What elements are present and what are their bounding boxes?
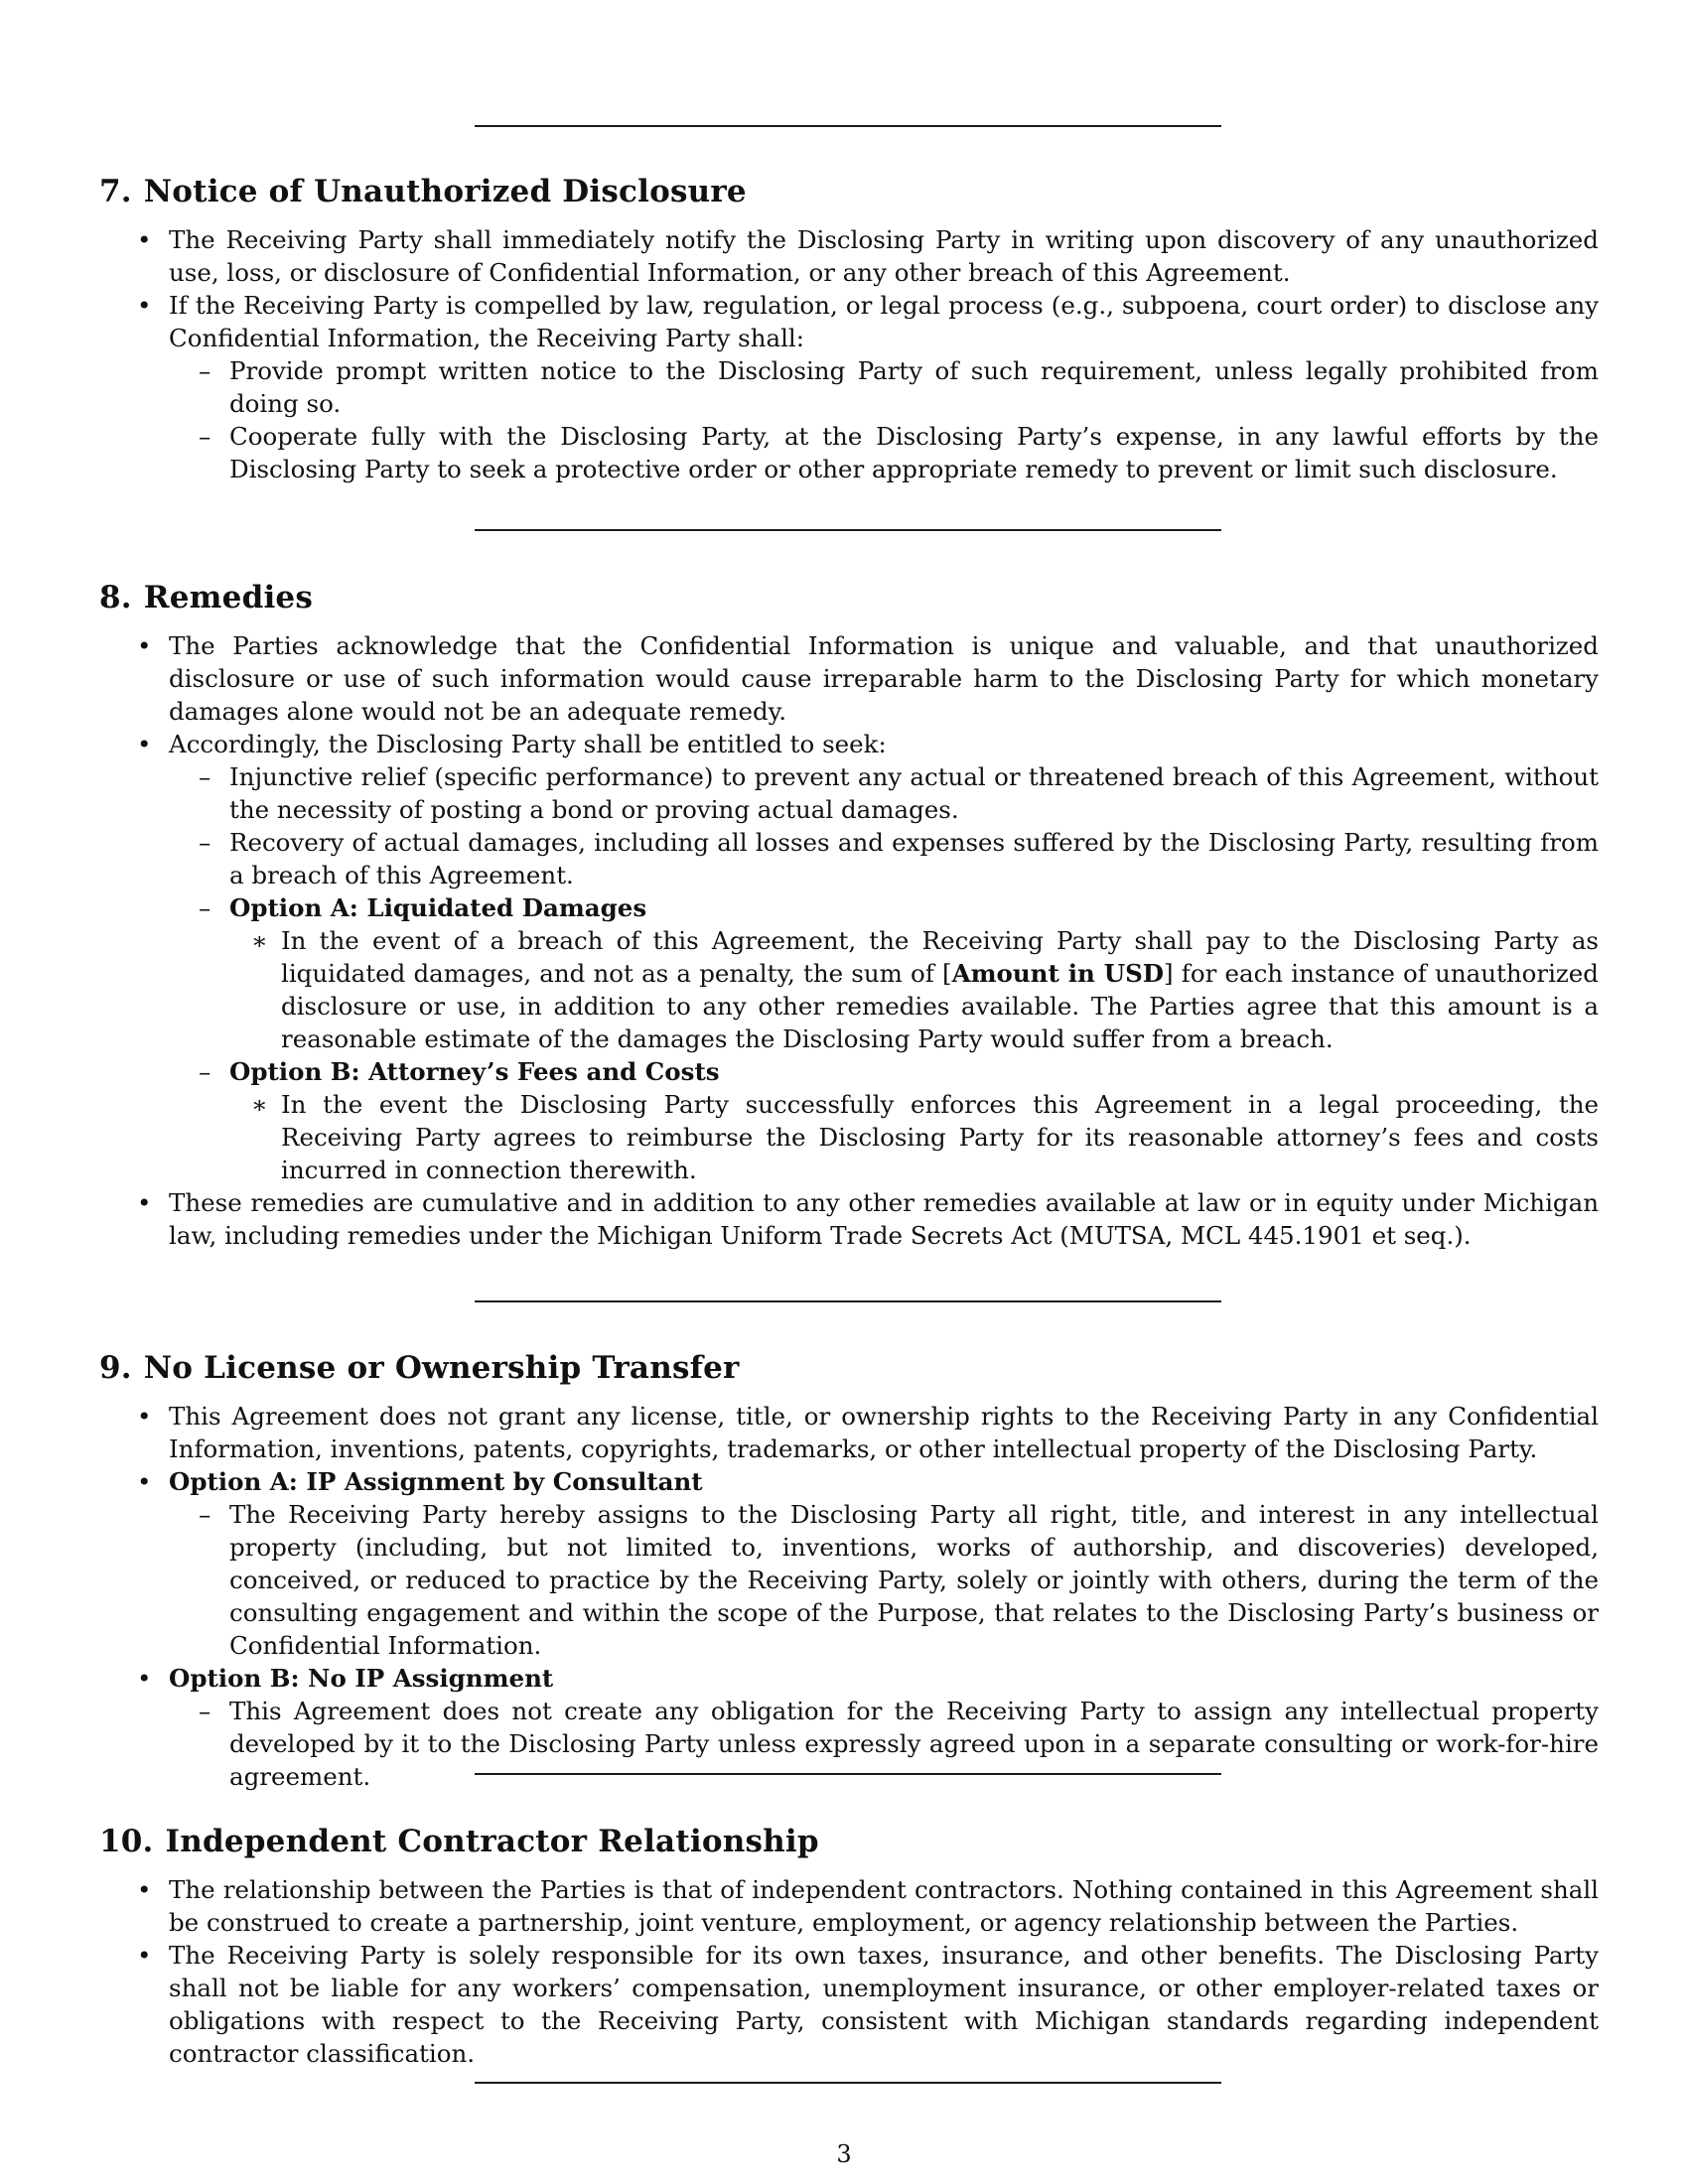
list-item-text: This Agreement does not grant any license, title, or ownership rights to the Receiving Party in any Confidential Information, inventions, patents, copyrights, trademarks, or other intellectual property of the Disclosing Party. bbox=[169, 1402, 1599, 1463]
list-item-text: The relationship between the Parties is that of independent contractors. Nothing contained in this Agreement shall be construed to create a partnership, joint venture, employment, or agency relationship between the Parties. bbox=[169, 1875, 1599, 1937]
sub-sub-list-item bbox=[229, 1088, 1599, 1186]
section-8 bbox=[99, 578, 1599, 1252]
section-number: 8. bbox=[99, 580, 132, 615]
section-title: Notice of Unauthorized Disclosure bbox=[143, 174, 747, 209]
sub-list bbox=[169, 1695, 1599, 1793]
list-item bbox=[99, 1873, 1599, 1939]
sub-list-item-option-b bbox=[169, 1055, 1599, 1186]
list-item-text: The Receiving Party is solely responsible for its own taxes, insurance, and other benefits. The Disclosing Party shall not be liable for any workers’ compensation, unemployment insurance, or other employer-related taxes or obligations with respect to the Receiving Party, consistent with Michigan standards regarding independent contractor classification. bbox=[169, 1941, 1599, 2068]
sub-list-item bbox=[169, 760, 1599, 826]
option-label: Option A: IP Assignment by Consultant bbox=[169, 1467, 703, 1496]
clause-text: ] for each instance of unauthorized disclosure or use, in addition to any other remedies available. The Parties agree that this amount is a reasonable estimate of the damages the Disclosing Party would suffer from a breach. bbox=[281, 959, 1599, 1053]
sub-list-item-text: The Receiving Party hereby assigns to the Disclosing Party all right, title, and interest in any intellectual property (including, but not limited to, inventions, works of authorship, and discoveries) developed, conceived, or reduced to practice by the Receiving Party, solely or jointly with others, during the term of the consulting engagement and within the scope of the Purpose, that relates to the Disclosing Party’s business or Confidential Information. bbox=[229, 1500, 1599, 1660]
section-divider bbox=[475, 1773, 1221, 1775]
sub-list bbox=[169, 760, 1599, 1186]
list-item bbox=[99, 1186, 1599, 1252]
sub-list-item bbox=[169, 1695, 1599, 1793]
bullet-list bbox=[99, 223, 1599, 485]
sub-list-item-text: Cooperate fully with the Disclosing Party, at the Disclosing Party’s expense, in any lawful efforts by the Disclosing Party to seek a protective order or other appropriate remedy to prevent or limit such disclosure. bbox=[229, 422, 1599, 483]
sub-list-item-text: This Agreement does not create any obligation for the Receiving Party to assign any intellectual property developed by it to the Disclosing Party unless expressly agreed upon in a separate consulting or work-for-hire agreement. bbox=[229, 1697, 1599, 1791]
sub-list-item bbox=[169, 420, 1599, 485]
option-label: Option B: No IP Assignment bbox=[169, 1664, 554, 1693]
section-heading bbox=[99, 578, 1599, 617]
list-item bbox=[99, 728, 1599, 1186]
section-title: Independent Contractor Relationship bbox=[165, 1824, 819, 1859]
section-number: 9. bbox=[99, 1350, 132, 1386]
section-divider bbox=[475, 2082, 1221, 2084]
section-divider bbox=[475, 529, 1221, 531]
list-item-text: If the Receiving Party is compelled by law, regulation, or legal process (e.g., subpoena, court order) to disclose any Confidential Information, the Receiving Party shall: bbox=[169, 291, 1599, 352]
section-7 bbox=[99, 172, 1599, 485]
sub-list bbox=[169, 1498, 1599, 1662]
list-item-text: The Receiving Party shall immediately notify the Disclosing Party in writing upon discovery of any unauthorized use, loss, or disclosure of Confidential Information, or any other breach of this Agreement. bbox=[169, 225, 1599, 287]
list-item-text: Accordingly, the Disclosing Party shall be entitled to seek: bbox=[169, 730, 887, 758]
section-9 bbox=[99, 1348, 1599, 1793]
section-divider bbox=[475, 125, 1221, 127]
section-heading bbox=[99, 1348, 1599, 1388]
list-item bbox=[99, 1400, 1599, 1465]
sub-list-item bbox=[169, 354, 1599, 420]
list-item-option-a bbox=[99, 1465, 1599, 1662]
sub-list-item bbox=[169, 1498, 1599, 1662]
section-title: Remedies bbox=[143, 580, 314, 615]
list-item bbox=[99, 629, 1599, 728]
list-item bbox=[99, 1939, 1599, 2070]
list-item bbox=[99, 289, 1599, 485]
section-divider bbox=[475, 1300, 1221, 1302]
sub-list bbox=[169, 354, 1599, 485]
option-label: Option A: Liquidated Damages bbox=[229, 893, 647, 922]
sub-list-item-text: Provide prompt written notice to the Disclosing Party of such requirement, unless legally prohibited from doing so. bbox=[229, 356, 1599, 418]
bullet-list bbox=[99, 629, 1599, 1252]
section-number: 7. bbox=[99, 174, 132, 209]
section-heading bbox=[99, 172, 1599, 211]
amount-placeholder: Amount in USD bbox=[951, 959, 1165, 988]
bullet-list bbox=[99, 1400, 1599, 1793]
sub-sub-list bbox=[229, 1088, 1599, 1186]
section-heading bbox=[99, 1822, 1599, 1861]
section-10 bbox=[99, 1822, 1599, 2070]
sub-list-item-text: Injunctive relief (specific performance) to prevent any actual or threatened breach of this Agreement, without the necessity of posting a bond or proving actual damages. bbox=[229, 762, 1599, 824]
sub-sub-list-item bbox=[229, 924, 1599, 1055]
clause-text: In the event of a breach of this Agreement, the Receiving Party shall pay to the Disclosing Party as liquidated damages, and not as a penalty, the sum of [ bbox=[281, 926, 1599, 988]
section-title: No License or Ownership Transfer bbox=[143, 1350, 740, 1386]
bullet-list bbox=[99, 1873, 1599, 2070]
sub-list-item-text: Recovery of actual damages, including all losses and expenses suffered by the Disclosing Party, resulting from a breach of this Agreement. bbox=[229, 828, 1599, 889]
section-number: 10. bbox=[99, 1824, 154, 1859]
list-item-text: The Parties acknowledge that the Confidential Information is unique and valuable, and that unauthorized disclosure or use of such information would cause irreparable harm to the Disclosing Party for which monetary damages alone would not be an adequate remedy. bbox=[169, 631, 1599, 726]
sub-sub-list bbox=[229, 924, 1599, 1055]
clause-text: In the event the Disclosing Party successfully enforces this Agreement in a legal proceeding, the Receiving Party agrees to reimburse the Disclosing Party for its reasonable attorney’s fees and costs incurred in connection therewith. bbox=[281, 1090, 1599, 1184]
sub-list-item bbox=[169, 826, 1599, 891]
sub-list-item-option-a bbox=[169, 891, 1599, 1055]
list-item bbox=[99, 223, 1599, 289]
page-number: 3 bbox=[836, 2140, 852, 2168]
option-label: Option B: Attorney’s Fees and Costs bbox=[229, 1057, 720, 1086]
list-item-text: These remedies are cumulative and in addition to any other remedies available at law or in equity under Michigan law, including remedies under the Michigan Uniform Trade Secrets Act (MUTSA, MCL 445.1901 et seq.). bbox=[169, 1188, 1599, 1250]
